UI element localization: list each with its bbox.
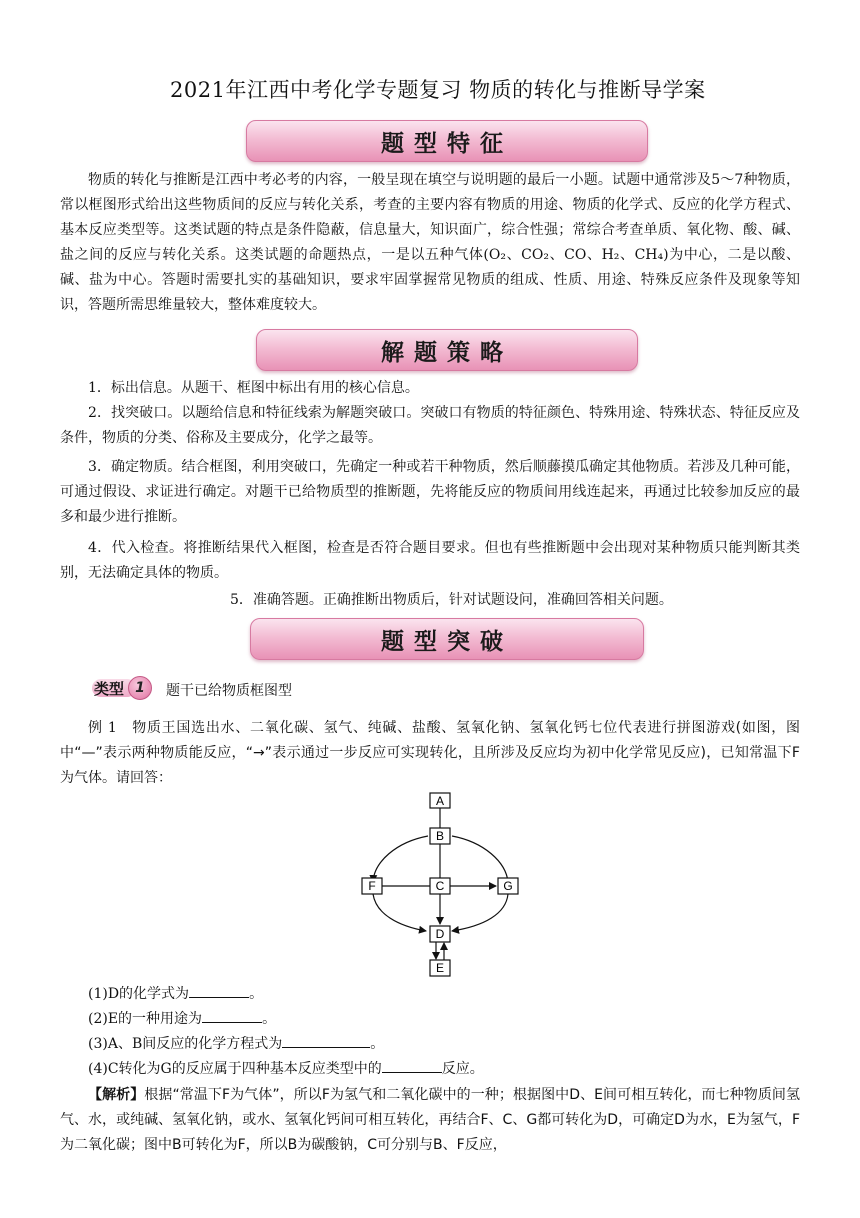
section-banner-strategy bbox=[256, 329, 638, 371]
badge-number: 1 bbox=[128, 676, 152, 700]
analysis-paragraph bbox=[60, 1083, 800, 1158]
node-b bbox=[430, 828, 450, 844]
section-heading: 解题策略 bbox=[381, 339, 513, 366]
badge-label: 类型 bbox=[94, 680, 125, 698]
question-2: (2)E的一种用途为 。 bbox=[88, 1007, 828, 1032]
example-paragraph bbox=[60, 716, 800, 791]
type-badge bbox=[92, 676, 152, 700]
analysis-label: 【解析】 bbox=[88, 1087, 145, 1103]
section-banner-breakthrough bbox=[250, 618, 644, 660]
node-f bbox=[362, 878, 382, 894]
answer-blank[interactable] bbox=[282, 1033, 370, 1048]
type-title: 题干已给物质框图型 bbox=[166, 683, 292, 699]
strategy-item: 4．代入检查。将推断结果代入框图，检查是否符合题目要求。但也有些推断题中会出现对某种物质只能判断其类别，无法确定具体的物质。 bbox=[60, 540, 800, 581]
answer-blank[interactable] bbox=[189, 983, 249, 998]
node-d bbox=[430, 926, 450, 942]
svg-text:G: G bbox=[503, 879, 513, 893]
node-e bbox=[430, 960, 450, 976]
answer-blank[interactable] bbox=[202, 1008, 262, 1023]
node-a bbox=[430, 793, 450, 808]
reaction-diagram bbox=[356, 790, 536, 980]
node-g bbox=[498, 878, 518, 894]
svg-text:F: F bbox=[368, 879, 376, 893]
example-text: 物质王国选出水、二氧化碳、氢气、纯碱、盐酸、氢氧化钠、氢氧化钙七位代表进行拼图游戏(如图，图中“—”表示两种物质能反应，“→”表示通过一步反应可实现转化，且所涉及反应均为初中化学常见反应)，已知常温下F为气体。请回答： bbox=[60, 720, 800, 786]
svg-text:B: B bbox=[435, 829, 445, 843]
analysis-text: 根据“常温下F为气体”，所以F为氢气和二氧化碳中的一种；根据图中D、E间可相互转化，而七种物质间氢气、水，或纯碱、氢氧化钠，或水、氢氧化钙间可相互转化，再结合F、C、G都可转化为D，可确定D为水，E为氢气，F为二氧化碳；图中B可转化为F，所以B为碳酸钠，C可分别与B、F反应， bbox=[60, 1087, 800, 1153]
section-banner-features bbox=[246, 120, 648, 162]
arc-b-g bbox=[452, 836, 508, 882]
document-title: 2021年江西中考化学专题复习 物质的转化与推断导学案 bbox=[170, 78, 706, 102]
section-heading: 题型突破 bbox=[381, 628, 513, 655]
arc-f-to-d bbox=[373, 894, 426, 931]
question-3: (3)A、B间反应的化学方程式为 。 bbox=[88, 1032, 828, 1057]
node-c bbox=[430, 878, 450, 894]
arc-g-to-d bbox=[452, 894, 508, 931]
question-1: (1)D的化学式为 。 bbox=[88, 982, 828, 1007]
example-label: 例 1 bbox=[88, 720, 117, 736]
question-4: (4)C转化为G的反应属于四种基本反应类型中的 反应。 bbox=[88, 1057, 828, 1082]
features-paragraph: 物质的转化与推断是江西中考必考的内容，一般呈现在填空与说明题的最后一小题。试题中通常涉及5～7种物质，常以框图形式给出这些物质间的反应与转化关系，考查的主要内容有物质的用途、物质的化学式、反应的化学方程式、基本反应类型等。这类试题的特点是条件隐蔽，信息量大，知识面广，综合性强；常综合考查单质、氧化物、酸、碱、盐之间的反应与转化关系。这类试题的命题热点，一是以五种气体(O₂、CO₂、CO、H₂、CH₄)为中心，二是以酸、碱、盐为中心。答题时需要扎实的基础知识，要求牢固掌握常见物质的组成、性质、用途、特殊反应条件及现象等知识，答题所需思维量较大，整体难度较大。 bbox=[60, 172, 800, 313]
svg-text:A: A bbox=[435, 794, 445, 808]
svg-text:D: D bbox=[435, 927, 445, 941]
strategy-item: 5．准确答题。正确推断出物质后，针对试题设问，准确回答相关问题。 bbox=[230, 592, 673, 608]
svg-text:C: C bbox=[435, 879, 445, 893]
strategy-item: 2．找突破口。以题给信息和特征线索为解题突破口。突破口有物质的特征颜色、特殊用途、特殊状态、特征反应及条件，物质的分类、俗称及主要成分，化学之最等。 bbox=[60, 405, 800, 446]
arc-b-to-f bbox=[373, 836, 428, 882]
answer-blank[interactable] bbox=[382, 1058, 442, 1073]
strategy-item: 1．标出信息。从题干、框图中标出有用的核心信息。 bbox=[88, 380, 419, 396]
svg-text:E: E bbox=[435, 961, 445, 975]
section-heading: 题型特征 bbox=[381, 130, 513, 157]
strategy-item: 3．确定物质。结合框图，利用突破口，先确定一种或若干种物质，然后顺藤摸瓜确定其他物质。若涉及几种可能，可通过假设、求证进行确定。对题干已给物质型的推断题，先将能反应的物质间用线连起来，再通过比较参加反应的最多和最少进行推断。 bbox=[60, 459, 800, 525]
